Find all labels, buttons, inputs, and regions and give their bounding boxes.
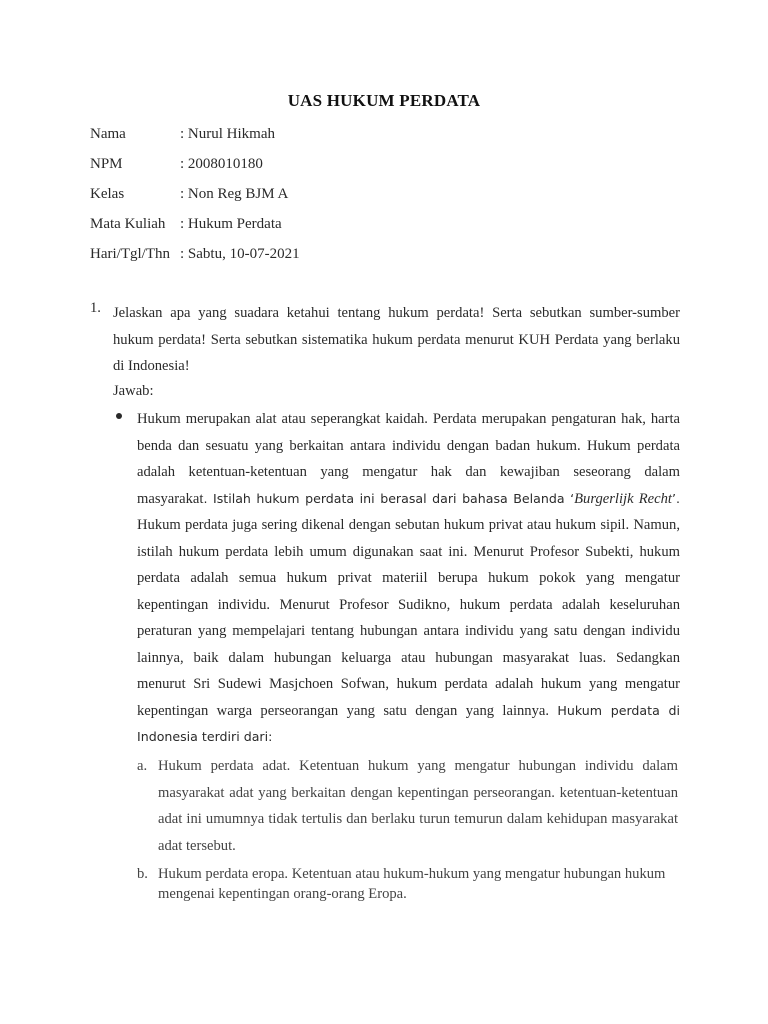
answer-line: perdata adalah semua hukum privat materiil berupa hukum pokok yang mengatur — [137, 570, 680, 586]
info-label: Nama — [90, 126, 126, 142]
info-label: Hari/Tgl/Thn — [90, 246, 170, 262]
question-text: Jelaskan apa yang suadara ketahui tentang hukum perdata! Serta sebutkan sumber-sumber hukum perdata! Serta sebutkan sistematika hukum perdata menurut KUH Perdata yang berlaku di Indonesia! — [113, 305, 680, 374]
document-title: UAS HUKUM PERDATA — [287, 91, 481, 110]
answer-paragraph — [137, 406, 680, 751]
sub-item-letter: b. — [137, 866, 148, 882]
answer-label: Jawab: — [113, 383, 154, 399]
info-row-nama — [90, 124, 300, 154]
answer-fragment: ’. — [671, 490, 680, 506]
info-label: NPM — [90, 156, 123, 172]
answer-line: Hukum perdata juga sering dikenal dengan sebutan hukum privat atau hukum sipil. Namun, — [137, 517, 680, 533]
answer-fragment: kepentingan warga perseorangan yang satu dengan yang lainnya. — [137, 702, 550, 719]
answer-fragment: masyarakat — [137, 490, 204, 507]
answer-line: peraturan yang mempelajari tentang hubungan antara individu yang satu dengan individu — [137, 623, 680, 639]
answer-line: istilah hukum perdata lebih umum digunakan saat ini. Menurut Profesor Subekti, hukum — [137, 543, 680, 560]
question-number: 1. — [90, 300, 101, 316]
answer-line: kepentingan individu. Menurut Profesor Sudikno, hukum perdata adalah keseluruhan — [137, 596, 680, 613]
answer-line — [137, 486, 680, 513]
answer-line: Indonesia terdiri dari: — [137, 729, 273, 744]
info-value: : Sabtu, 10-07-2021 — [180, 246, 300, 262]
bullet-icon — [116, 413, 122, 419]
answer-line: benda dan sesuatu yang berkaitan antara individu dengan badan hukum. Hukum perdata — [137, 437, 680, 454]
info-row-npm — [90, 154, 300, 184]
answer-line: Hukum merupakan alat atau seperangkat kaidah. Perdata merupakan pengaturan hak, harta — [137, 411, 680, 427]
info-value: : 2008010180 — [180, 156, 263, 172]
info-value: : Non Reg BJM A — [180, 186, 289, 202]
answer-line: menurut Sri Sudewi Masjchoen Sofwan, hukum perdata adalah hukum yang mengatur — [137, 676, 680, 692]
info-row-mata-kuliah — [90, 214, 300, 244]
answer-fragment: . Istilah hukum perdata ini berasal dari bahasa Belanda ‘ — [203, 490, 575, 506]
answer-fragment: Hukum perdata di — [557, 702, 681, 718]
answer-line — [137, 698, 680, 725]
italic-term: Burgerlijk Recht — [574, 490, 672, 507]
student-info — [90, 124, 300, 274]
sub-item-text: Hukum perdata adat. Ketentuan hukum yang mengatur hubungan individu dalam masyarakat adat yang berkaitan dengan kepentingan perseorangan. ketentuan-ketentuan adat ini umumnya tidak tertulis dan berlaku turun temurun dalam kehidupan masyarakat adat tersebut. — [158, 758, 678, 854]
info-label: Kelas — [90, 186, 125, 202]
sub-item-letter: a. — [137, 758, 148, 774]
info-value: : Hukum Perdata — [180, 216, 282, 232]
info-label: Mata Kuliah — [90, 216, 166, 232]
answer-line: adalah ketentuan-ketentuan yang mengatur hak dan kewajiban seseorang dalam — [137, 464, 680, 480]
info-value: : Nurul Hikmah — [180, 126, 275, 142]
answer-line: lainnya, baik dalam hubungan keluarga atau hubungan masyarakat luas. Sedangkan — [137, 649, 680, 666]
info-row-hari-tgl-thn — [90, 244, 300, 274]
info-row-kelas — [90, 184, 300, 214]
sub-item-text: Hukum perdata eropa. Ketentuan atau hukum-hukum yang mengatur hubungan hukum mengenai kepentingan orang-orang Eropa. — [158, 866, 666, 902]
